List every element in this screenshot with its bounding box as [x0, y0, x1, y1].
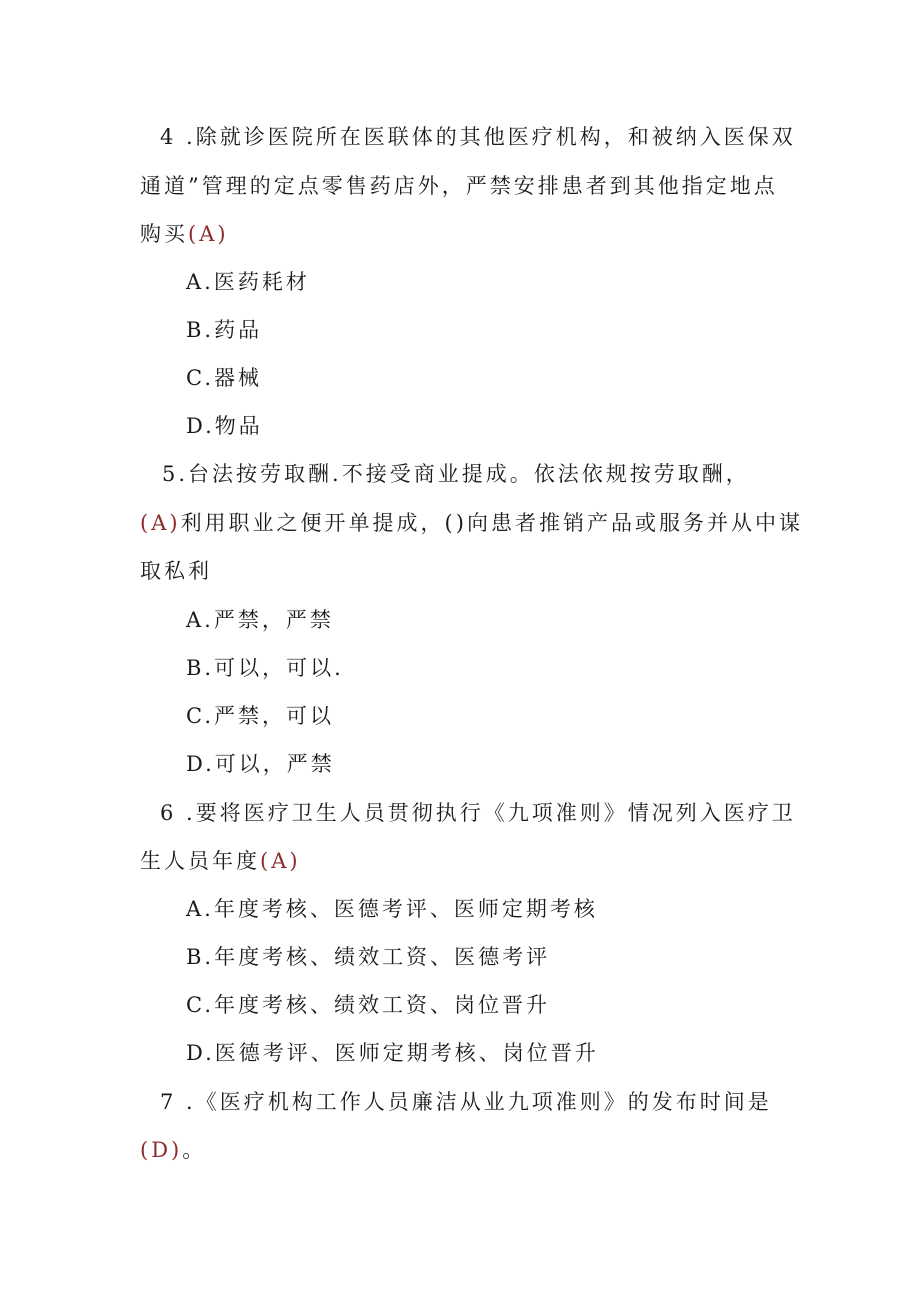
question-5-answer: (A) [140, 511, 181, 535]
question-4-option-a: A.医药耗材 [186, 270, 310, 294]
question-5-line-2 [140, 509, 803, 537]
question-4-line-2: 通道”管理的定点零售药店外，严禁安排患者到其他指定地点 [140, 174, 778, 198]
question-6-option-d: D.医德考评、医师定期考核、岗位晋升 [186, 1041, 599, 1065]
question-5-text-after-answer: 利用职业之便开单提成，()向患者推销产品或服务并从中谋 [180, 511, 803, 535]
question-6-line-1: 6 .要将医疗卫生人员贯彻执行《九项准则》情况列入医疗卫 [160, 801, 796, 825]
question-4-line-3 [140, 220, 229, 248]
question-5-option-b: B.可以，可以. [186, 656, 344, 680]
question-7-line-1: 7 .《医疗机构工作人员廉洁从业九项准则》的发布时间是 [160, 1090, 772, 1114]
question-6-option-b: B.年度考核、绩效工资、医德考评 [186, 945, 551, 969]
question-7-text-tail: 。 [182, 1138, 207, 1162]
question-4-option-c: C.器械 [186, 366, 262, 390]
question-6-line-2 [140, 847, 301, 875]
question-4-text-tail: 购买 [140, 222, 188, 246]
question-4-answer: (A) [188, 222, 229, 246]
question-7-line-2 [140, 1136, 206, 1164]
question-6-text-tail: 生人员年度 [140, 849, 260, 873]
question-5-option-a: A.严禁，严禁 [186, 608, 334, 632]
question-5-option-d: D.可以，严禁 [186, 752, 335, 776]
question-4-option-b: B.药品 [186, 318, 263, 342]
question-5-line-3: 取私利 [140, 559, 212, 583]
question-7-answer: (D) [140, 1138, 183, 1162]
question-5-line-1: 5.台法按劳取酬.不接受商业提成。依法依规按劳取酬， [162, 462, 750, 486]
question-4-line-1: 4 .除就诊医院所在医联体的其他医疗机构，和被纳入医保双 [160, 125, 796, 149]
question-6-option-a: A.年度考核、医德考评、医师定期考核 [186, 897, 598, 921]
question-4-option-d: D.物品 [186, 414, 263, 438]
question-6-option-c: C.年度考核、绩效工资、岗位晋升 [186, 993, 550, 1017]
question-5-option-c: C.严禁，可以 [186, 704, 334, 728]
question-6-answer: (A) [260, 849, 301, 873]
